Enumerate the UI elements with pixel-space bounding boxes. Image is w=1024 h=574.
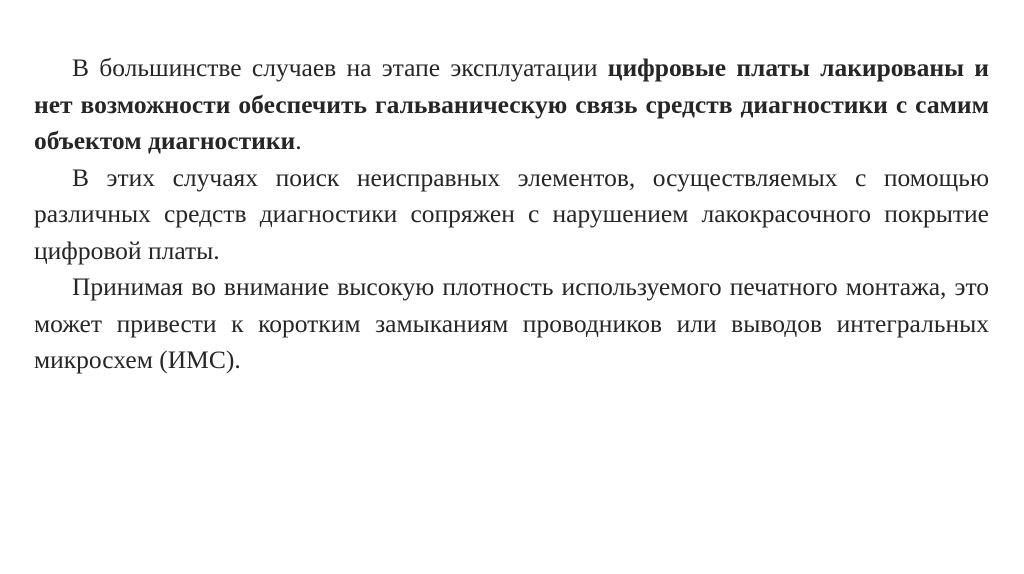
paragraph-1-ending: .	[295, 126, 302, 155]
paragraph-1	[34, 50, 989, 160]
paragraph-2: В этих случаях поиск неисправных элементов, осуществляемых с помощью различных средств диагностики сопряжен с нарушением лакокрасочного покрытие цифровой платы.	[34, 162, 989, 265]
slide-text-body	[34, 50, 989, 379]
paragraph-3: Принимая во внимание высокую плотность используемого печатного монтажа, это может привести к коротким замыканиям проводников или выводов интегральных микросхем (ИМС).	[34, 272, 989, 374]
paragraph-1-emphasis: цифровые платы лакированы и нет возможности обеспечить гальваническую связь средств диагностики с самим объектом диагностики	[34, 53, 989, 155]
paragraph-1-intro: В большинстве случаев на этапе эксплуатации	[72, 53, 608, 82]
